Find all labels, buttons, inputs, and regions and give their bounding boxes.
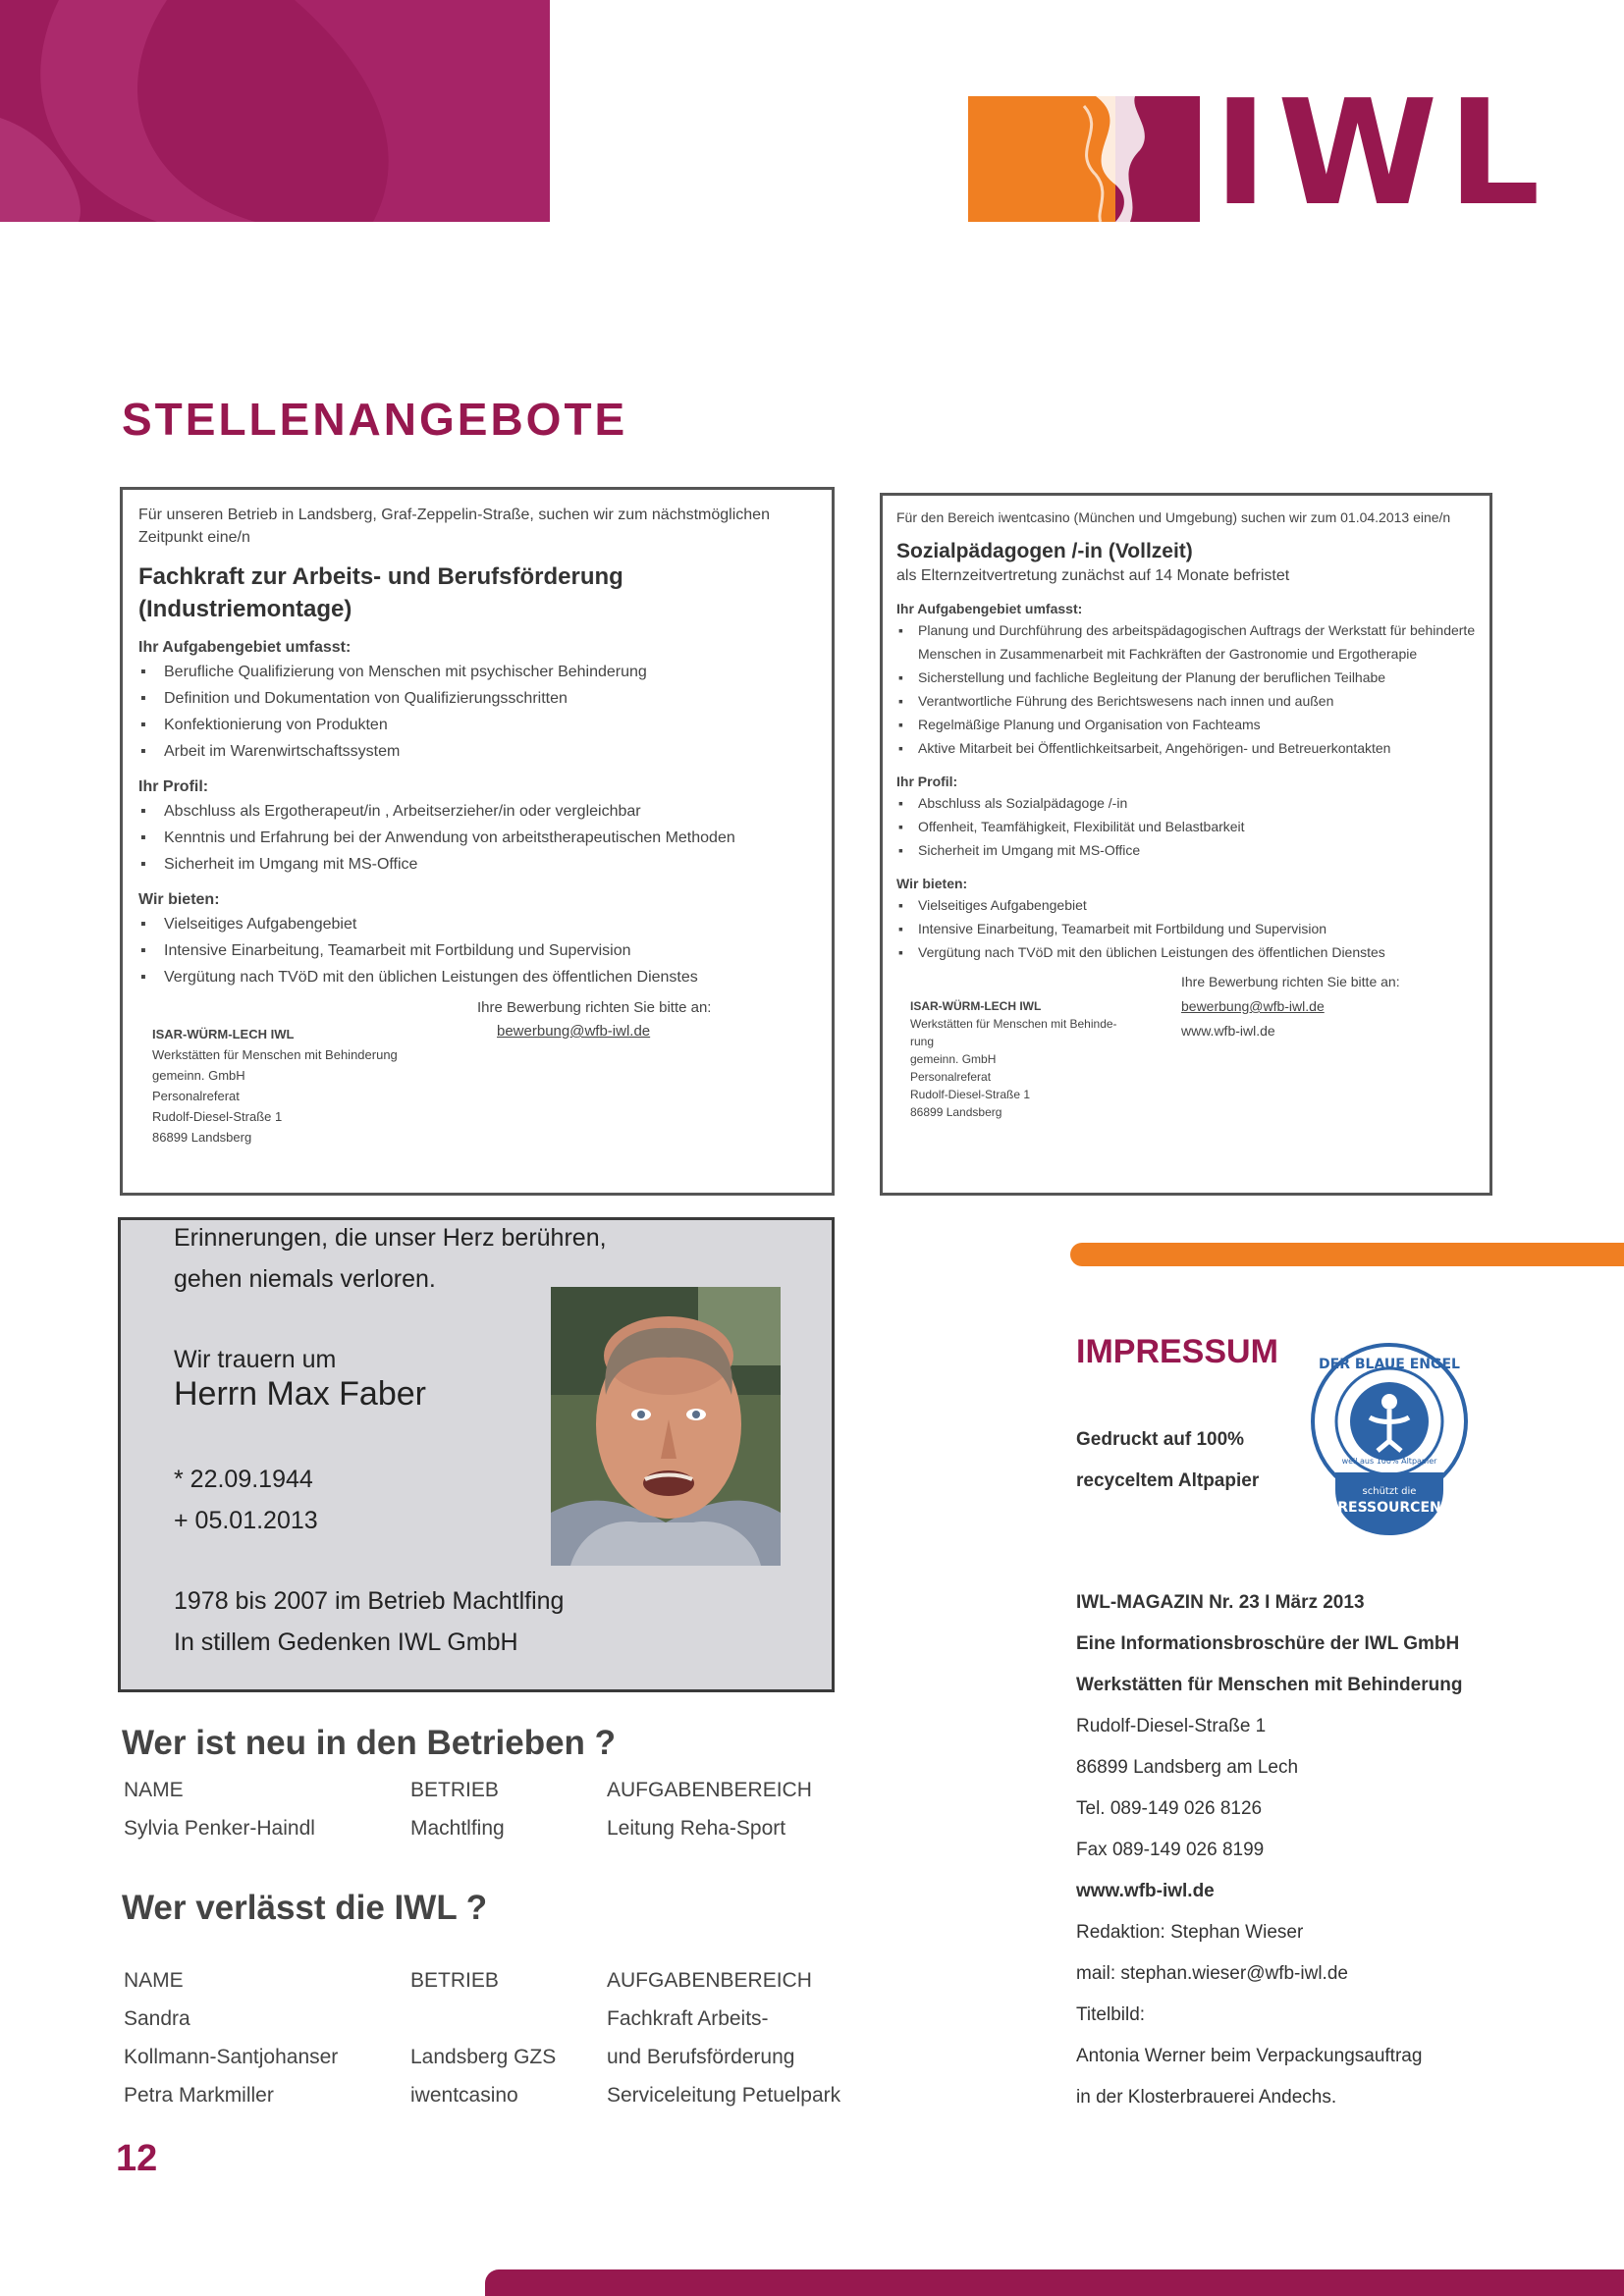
impressum-line: Redaktion: Stephan Wieser	[1076, 1922, 1304, 1943]
table-header-cell: BETRIEB	[410, 1779, 499, 1801]
memorial-died: + 05.01.2013	[174, 1507, 318, 1534]
list-item: ▪ Regelmäßige Planung und Organisation von Fachteams	[896, 713, 1476, 736]
address-line: 86899 Landsberg	[152, 1130, 252, 1145]
ad-profile-heading: Ihr Profil:	[138, 778, 209, 795]
address-line: rung	[910, 1035, 935, 1048]
address-line: Personalreferat	[910, 1070, 992, 1084]
table-cell: Fachkraft Arbeits-	[607, 2007, 769, 2030]
table-cell: Petra Markmiller	[124, 2084, 274, 2107]
blauer-engel-badge	[1306, 1343, 1473, 1539]
impressum-line: IWL-MAGAZIN Nr. 23 I März 2013	[1076, 1592, 1365, 1613]
list-item: ▪ Konfektionierung von Produkten	[138, 712, 816, 738]
swirl-decoration	[0, 0, 550, 222]
list-item: ▪ Planung und Durchführung des arbeitspädagogischen Auftrags der Werkstatt für behinderte Menschen in Zusammenarbeit mit Fachkräften der Gastronomie und Ergotherapie	[896, 618, 1476, 666]
ad-footer	[138, 994, 816, 1145]
impressum-line: Antonia Werner beim Verpackungsauftrag	[1076, 2046, 1423, 2066]
list-item: ▪ Definition und Dokumentation von Qualifizierungsschritten	[138, 685, 816, 712]
bottom-accent-bar	[485, 2269, 1624, 2296]
ad-offer-heading: Wir bieten:	[138, 891, 220, 908]
ad-tasks-list	[138, 659, 816, 765]
impressum-line: 86899 Landsberg am Lech	[1076, 1757, 1299, 1778]
leaving-table	[0, 1969, 884, 2126]
table-header-cell: BETRIEB	[410, 1969, 499, 1992]
badge-top-text: DER BLAUE ENGEL	[1319, 1357, 1460, 1372]
impressum-line: Tel. 089-149 026 8126	[1076, 1798, 1263, 1819]
ad-headline	[138, 561, 816, 625]
table-cell: Machtlfing	[410, 1817, 505, 1840]
address-line: ISAR-WÜRM-LECH IWL	[152, 1027, 295, 1041]
badge-bottom-text: RESSOURCEN	[1337, 1500, 1441, 1516]
impressum-title: IMPRESSUM	[1076, 1333, 1278, 1370]
address-line: 86899 Landsberg	[910, 1105, 1002, 1119]
ad-headline-line: Fachkraft zur Arbeits- und Berufsförderung	[138, 563, 623, 590]
table-cell: und Berufsförderung	[607, 2046, 795, 2068]
printed-note: Gedruckt auf 100%	[1076, 1429, 1245, 1450]
ad-tasks-list	[896, 618, 1476, 760]
ad-cta: Ihre Bewerbung richten Sie bitte an:	[1181, 974, 1400, 989]
leaving-title: Wer verlässt die IWL ?	[122, 1889, 488, 1927]
ad-intro: Für den Bereich iwentcasino (München und Umgebung) suchen wir zum 01.04.2013 eine/n	[896, 509, 1451, 525]
table-header-cell: NAME	[124, 1779, 184, 1801]
ad-profile-list	[896, 791, 1476, 862]
ad-tasks-heading: Ihr Aufgabengebiet umfasst:	[138, 639, 352, 656]
memorial-born: * 22.09.1944	[174, 1466, 313, 1493]
corner-graphic	[0, 0, 550, 222]
table-cell: Leitung Reha-Sport	[607, 1817, 786, 1840]
orange-accent-bar	[1070, 1243, 1624, 1266]
new-staff-title: Wer ist neu in den Betrieben ?	[122, 1724, 617, 1762]
memorial-line: Erinnerungen, die unser Herz berühren,	[174, 1224, 607, 1252]
ad-address	[152, 1024, 398, 1148]
job-ad-sozialpaedagoge	[880, 493, 1492, 1196]
ad-offer-list	[138, 911, 816, 990]
ad-tasks-heading: Ihr Aufgabengebiet umfasst:	[896, 601, 1083, 616]
list-item: ▪ Abschluss als Sozialpädagoge /-in	[896, 791, 1476, 815]
logo-emblem-icon	[968, 96, 1200, 222]
memorial-name: Herrn Max Faber	[174, 1375, 426, 1413]
impressum-line: Rudolf-Diesel-Straße 1	[1076, 1716, 1267, 1736]
table-cell: Serviceleitung Petuelpark	[607, 2084, 841, 2107]
ad-headline: Sozialpädagogen /-in (Vollzeit)	[896, 540, 1193, 562]
iwl-logo	[968, 69, 1550, 238]
ad-profile-heading: Ihr Profil:	[896, 774, 958, 789]
table-header-cell: AUFGABENBEREICH	[607, 1969, 812, 1992]
portrait-image	[551, 1287, 781, 1566]
address-line: Werkstätten für Menschen mit Behinde-	[910, 1017, 1117, 1031]
address-line: Rudolf-Diesel-Straße 1	[910, 1088, 1031, 1101]
list-item: ▪ Abschluss als Ergotherapeut/in , Arbeitserzieher/in oder vergleichbar	[138, 798, 816, 825]
ad-profile-list	[138, 798, 816, 878]
list-item: ▪ Vergütung nach TVöD mit den üblichen Leistungen des öffentlichen Dienstes	[896, 940, 1476, 964]
impressum-line: Titelbild:	[1076, 2004, 1146, 2025]
list-item: ▪ Berufliche Qualifizierung von Menschen mit psychischer Behinderung	[138, 659, 816, 685]
list-item: ▪ Offenheit, Teamfähigkeit, Flexibilität und Belastbarkeit	[896, 815, 1476, 838]
impressum-line: Eine Informationsbroschüre der IWL GmbH	[1076, 1633, 1460, 1654]
address-line: Rudolf-Diesel-Straße 1	[152, 1109, 283, 1124]
memorial-line: Wir trauern um	[174, 1346, 337, 1373]
address-line: gemeinn. GmbH	[152, 1068, 245, 1083]
job-ad-fachkraft	[120, 487, 835, 1196]
table-cell: Kollmann-Santjohanser	[124, 2046, 339, 2068]
list-item: ▪ Kenntnis und Erfahrung bei der Anwendung von arbeitstherapeutischen Methoden	[138, 825, 816, 851]
list-item: ▪ Sicherheit im Umgang mit MS-Office	[896, 838, 1476, 862]
table-cell: Sylvia Penker-Haindl	[124, 1817, 315, 1840]
address-line: Werkstätten für Menschen mit Behinderung	[152, 1047, 398, 1062]
list-item: ▪ Vielseitiges Aufgabengebiet	[138, 911, 816, 937]
list-item: ▪ Sicherheit im Umgang mit MS-Office	[138, 851, 816, 878]
ad-contact	[1181, 970, 1400, 1043]
badge-bottom-text: schützt die	[1362, 1486, 1417, 1497]
ad-web-link[interactable]: www.wfb-iwl.de	[1181, 1023, 1275, 1039]
list-item: ▪ Arbeit im Warenwirtschaftssystem	[138, 738, 816, 765]
portrait-photo	[551, 1287, 781, 1566]
list-item: ▪ Vergütung nach TVöD mit den üblichen Leistungen des öffentlichen Dienstes	[138, 964, 816, 990]
impressum-line: Werkstätten für Menschen mit Behinderung	[1076, 1675, 1463, 1695]
list-item: ▪ Aktive Mitarbeit bei Öffentlichkeitsarbeit, Angehörigen- und Betreuerkontakten	[896, 736, 1476, 760]
new-staff-table	[0, 1779, 884, 1857]
table-cell: iwentcasino	[410, 2084, 518, 2107]
list-item: ▪ Vielseitiges Aufgabengebiet	[896, 893, 1476, 917]
ad-headline-line: (Industriemontage)	[138, 596, 352, 622]
ad-subheadline: als Elternzeitvertretung zunächst auf 14 Monate befristet	[896, 567, 1290, 584]
memorial-line: 1978 bis 2007 im Betrieb Machtlfing	[174, 1587, 565, 1615]
ad-email-link[interactable]: bewerbung@wfb-iwl.de	[1181, 998, 1325, 1014]
ad-cta: Ihre Bewerbung richten Sie bitte an:	[477, 999, 712, 1016]
ad-offer-heading: Wir bieten:	[896, 876, 968, 891]
memorial-line: gehen niemals verloren.	[174, 1265, 436, 1293]
address-line: ISAR-WÜRM-LECH IWL	[910, 999, 1042, 1013]
blauer-engel-icon	[1306, 1343, 1473, 1539]
printed-note: recyceltem Altpapier	[1076, 1470, 1260, 1491]
ad-offer-list	[896, 893, 1476, 964]
address-line: Personalreferat	[152, 1089, 240, 1103]
table-header-cell: NAME	[124, 1969, 184, 1992]
table-cell: Landsberg GZS	[410, 2046, 557, 2068]
list-item: ▪ Sicherstellung und fachliche Begleitung der Planung der beruflichen Teilhabe	[896, 666, 1476, 689]
impressum-line: in der Klosterbrauerei Andechs.	[1076, 2087, 1337, 2108]
list-item: ▪ Verantwortliche Führung des Berichtswesens nach innen und außen	[896, 689, 1476, 713]
ad-intro: Für unseren Betrieb in Landsberg, Graf-Zeppelin-Straße, suchen wir zum nächstmöglichen Zeitpunkt eine/n	[138, 507, 770, 546]
address-line: gemeinn. GmbH	[910, 1052, 997, 1066]
table-cell: Sandra	[124, 2007, 190, 2030]
list-item: ▪ Intensive Einarbeitung, Teamarbeit mit Fortbildung und Supervision	[896, 917, 1476, 940]
list-item: ▪ Intensive Einarbeitung, Teamarbeit mit Fortbildung und Supervision	[138, 937, 816, 964]
badge-small-text: weil aus 100% Altpapier	[1341, 1457, 1437, 1466]
page-number: 12	[116, 2138, 158, 2179]
impressum-web-link[interactable]: www.wfb-iwl.de	[1076, 1881, 1215, 1901]
memorial-box	[118, 1217, 835, 1692]
table-header-cell: AUFGABENBEREICH	[607, 1779, 812, 1801]
impressum-email[interactable]: mail: stephan.wieser@wfb-iwl.de	[1076, 1963, 1348, 1984]
ad-email-link[interactable]: bewerbung@wfb-iwl.de	[497, 1023, 651, 1040]
ad-address	[910, 997, 1175, 1121]
ad-contact	[477, 996, 711, 1043]
ad-footer	[896, 968, 1476, 1119]
section-title: STELLENANGEBOTE	[122, 394, 628, 445]
memorial-line: In stillem Gedenken IWL GmbH	[174, 1629, 518, 1656]
logo-wordmark: IWL	[1214, 69, 1550, 238]
impressum-line: Fax 089-149 026 8199	[1076, 1840, 1265, 1860]
